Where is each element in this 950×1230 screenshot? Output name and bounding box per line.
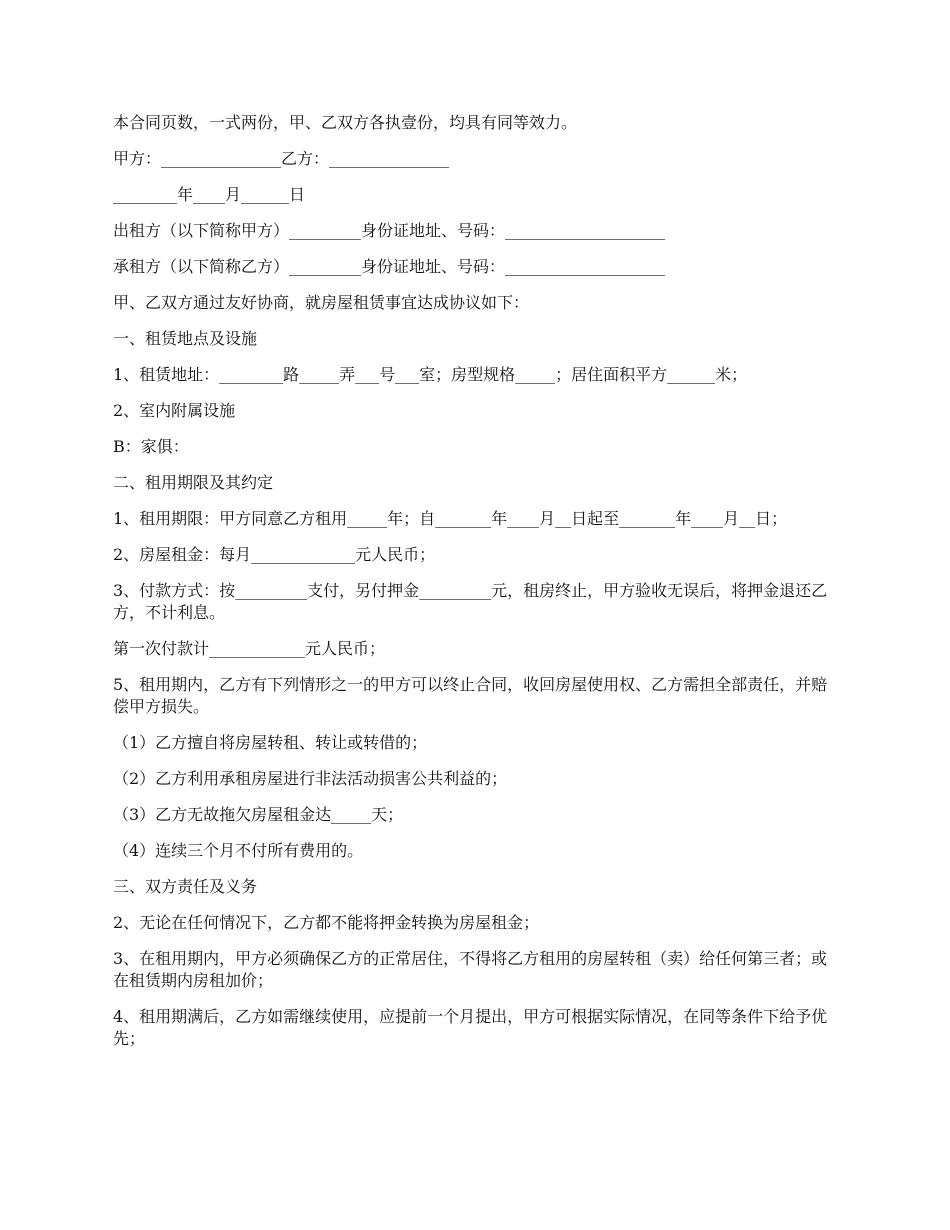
paragraph-rent: 2、房屋租金：每月_____________元人民币；	[113, 545, 436, 564]
paragraph-renewal: 4、租用期满后，乙方如需继续使用，应提前一个月提出，甲方可根据实际情况，在同等条件下给予优先；	[113, 1007, 828, 1048]
section-heading-term: 二、租用期限及其约定	[113, 473, 274, 492]
paragraph-termination-item-2: （2）乙方利用承租房屋进行非法活动损害公共利益的；	[113, 769, 508, 788]
document-page	[113, 112, 833, 1064]
paragraph-payment-method: 3、付款方式：按_________支付，另付押金_________元，租房终止，甲方验收无误后，将押金退还乙方，不计利息。	[113, 581, 828, 622]
paragraph-lessor-guarantee: 3、在租用期内，甲方必须确保乙方的正常居住，不得将乙方租用的房屋转租（卖）给任何第三者；或在租赁期内房租加价；	[113, 949, 828, 990]
paragraph-lessee: 承租方（以下简称乙方）_________身份证地址、号码：____________________	[113, 257, 666, 276]
paragraph-termination-item-3: （3）乙方无故拖欠房屋租金达_____天；	[113, 805, 404, 824]
paragraph-effect-clause: 本合同页数，一式两份，甲、乙双方各执壹份，均具有同等效力。	[113, 113, 578, 132]
paragraph-lessor: 出租方（以下简称甲方）_________身份证地址、号码：____________________	[113, 221, 666, 240]
paragraph-signatures: 甲方：_______________乙方：_______________	[113, 149, 450, 168]
paragraph-facilities: 2、室内附属设施	[113, 401, 236, 420]
paragraph-deposit-rule: 2、无论在任何情况下，乙方都不能将押金转换为房屋租金；	[113, 913, 540, 932]
section-heading-responsibilities: 三、双方责任及义务	[113, 877, 258, 896]
paragraph-termination-item-1: （1）乙方擅自将房屋转租、转让或转借的；	[113, 733, 428, 752]
paragraph-agreement-intro: 甲、乙双方通过友好协商，就房屋租赁事宜达成协议如下：	[113, 293, 530, 312]
paragraph-termination: 5、租用期内，乙方有下列情形之一的甲方可以终止合同，收回房屋使用权、乙方需担全部责任，并赔偿甲方损失。	[113, 675, 828, 716]
paragraph-termination-item-4: （4）连续三个月不付所有费用的。	[113, 841, 364, 860]
paragraph-first-payment: 第一次付款计____________元人民币；	[113, 639, 386, 658]
paragraph-date: ________年____月______日	[113, 185, 306, 204]
paragraph-rental-term: 1、租用期限：甲方同意乙方租用_____年；自_______年____月__日起至_______年____月__日；	[113, 509, 788, 528]
section-heading-location: 一、租赁地点及设施	[113, 329, 258, 348]
paragraph-rental-address: 1、租赁地址：________路_____弄___号___室；房型规格_____；居住面积平方______米；	[113, 365, 748, 384]
paragraph-furniture: B：家俱：	[113, 437, 189, 456]
